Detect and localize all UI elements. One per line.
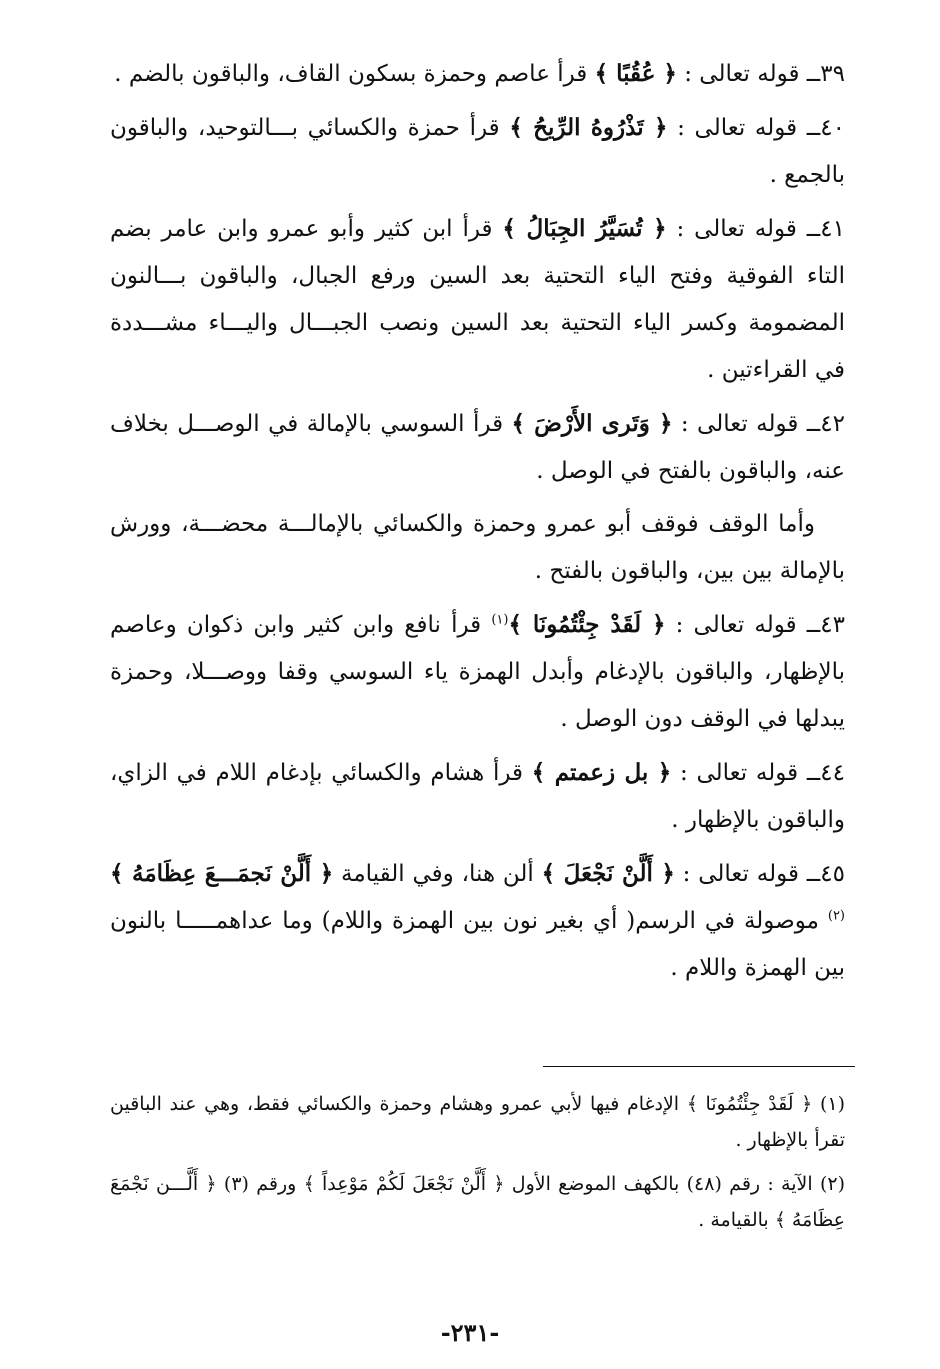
paragraph-44 [110,749,845,844]
quran-word: ﴿ تَذْرُوهُ الرِّيحُ ﴾ [509,114,668,141]
verse-number-lead: ٤٥ــ قوله تعالى : [674,861,845,887]
footnote-2 [110,1166,845,1238]
quran-word-second: ﴿ أَلَّنْ نَجمَـــعَ عِظَامَهُ ﴾ [110,860,334,887]
footnote-marker[interactable]: (١) [491,612,509,628]
footnotes [110,1086,845,1246]
commentary-text: قرأ عاصم وحمزة بسكون القاف، والباقون بالضم . [114,61,595,87]
commentary-text: ألن هنا، وفي القيامة [333,861,542,887]
verse-number-lead: ٤٢ــ قوله تعالى : [672,411,846,437]
commentary-text: قرأ ابن كثير وأبو عمرو وابن عامر بضم التاء الفوقية وفتح الياء التحتية بعد السين ورفع الجبال، والباقون بـــالنون المضمومة وكسر الياء التحتية بعد السين ونصب الجبـــال واليـــاء مشـــددة في القراءتين . [110,216,845,383]
footnote-number: (١) [812,1093,845,1115]
verse-number-lead: ٣٩ــ قوله تعالى : [676,61,845,87]
quran-word: ﴿ عُقُبًا ﴾ [594,60,677,87]
commentary-text-continued: موصولة في الرسم( أي بغير نون بين الهمزة واللام) وما عداهمـــــا بالنون بين الهمزة واللام . [110,908,845,981]
quran-word: ﴿ لَقَدْ جِئْتُمُونَا ﴾ [508,611,666,638]
page-number: -٢٣١- [440,1318,500,1347]
paragraph-waqf [110,501,845,595]
main-text [110,50,845,998]
verse-number-lead: ٤٣ــ قوله تعالى : [665,612,845,638]
footnote-number: (٢) [812,1173,846,1195]
footnote-text: ﴿ لَقَدْ جِئْتُمُونَا ﴾ الإدغام فيها لأبي عمرو وهشام وحمزة والكسائي فقط، وهي عند الباقين تقرأ بالإظهار . [110,1093,845,1151]
verse-number-lead: ٤١ــ قوله تعالى : [666,216,845,242]
verse-number-lead: ٤٤ــ قوله تعالى : [671,760,846,786]
footnote-text: الآية : رقم (٤٨) بالكهف الموضع الأول ﴿ أَلَّنْ نَجْعَلَ لَكُمْ مَوْعِداً ﴾ ورقم (٣) ﴿ أَلَّـــن نَجْمَعَ عِظَامَهُ ﴾ بالقيامة . [110,1173,845,1231]
paragraph-41 [110,205,845,394]
paragraph-43 [110,601,845,743]
paragraph-40 [110,104,845,199]
verse-number-lead: ٤٠ــ قوله تعالى : [667,115,845,141]
footnote-marker[interactable]: (٢) [827,908,845,924]
quran-word: ﴿ وَتَرى الأَرْضَ ﴾ [511,410,673,437]
paragraph-42 [110,400,845,495]
quran-word: ﴿ أَلَّنْ نَجْعَلَ ﴾ [541,860,675,887]
footnote-separator [543,1066,855,1067]
footnote-1 [110,1086,845,1158]
commentary-text: قرأ السوسي بالإمالة في الوصـــل بخلاف عنه، والباقون بالفتح في الوصل . [110,411,845,484]
quran-word: ﴿ بل زعمتم ﴾ [531,759,672,786]
paragraph-45 [110,850,845,992]
commentary-text: قرأ هشام والكسائي بإدغام اللام في الزاي، والباقون بالإظهار . [110,760,845,833]
paragraph-39 [110,50,845,98]
quran-word: ﴿ تُسَيَّرُ الجِبَالُ ﴾ [502,215,667,242]
commentary-text: قرأ نافع وابن كثير وابن ذكوان وعاصم بالإظهار، والباقون بالإدغام وأبدل الهمزة ياء السوسي وقفا ووصـــلا، وحمزة يبدلها في الوقف دون الوصل . [110,612,845,732]
commentary-text: وأما الوقف فوقف أبو عمرو وحمزة والكسائي بالإمالـــة محضـــة، وورش بالإمالة بين بين، والباقون بالفتح . [110,511,845,584]
commentary-text: قرأ حمزة والكسائي بـــالتوحيد، والباقون بالجمع . [110,115,845,188]
